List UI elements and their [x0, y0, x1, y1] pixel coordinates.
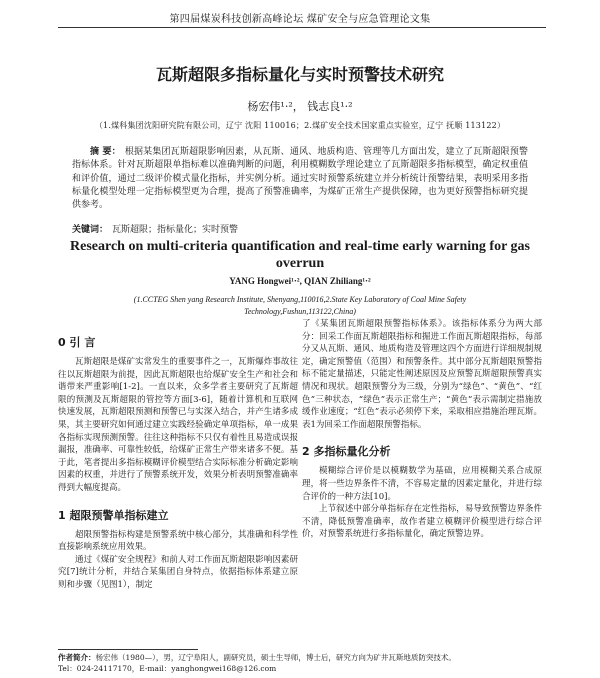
- left-column: [58, 330, 298, 592]
- section-1-paragraph-2: 通过《煤矿安全规程》和前人对工作面瓦斯超限影响因素研究[7]统计分析，并结合某集团自身特点，依据指标体系建立原则和步骤（见图1），制定: [58, 554, 298, 590]
- cn-abstract-label: 摘 要：: [90, 147, 121, 157]
- section-1-paragraph-1: 超限预警指标构建是预警系统中核心部分，其准确和科学性直接影响系统应用效果。: [58, 529, 298, 553]
- cn-keywords-label: 关键词：: [72, 225, 109, 235]
- cn-authors: 杨宏伟¹·²， 钱志良¹·²: [247, 100, 353, 113]
- footnote-contact: Tel：024-24117170，E-mail：yanghongwei168@126.com: [58, 664, 277, 673]
- section-2-paragraph-2: 上节叙述中部分单指标存在定性指标，易导致预警边界条件不清，降低预警准确率，故作者建立模糊评价模型进行综合评价，对预警系统进行多指标量化，确定预警边界。: [302, 504, 542, 540]
- cn-title: 瓦斯超限多指标量化与实时预警技术研究: [155, 65, 444, 84]
- en-title: Research on multi-criteria quantification and real-time early warning for gas overrun: [70, 239, 530, 271]
- footnote-rule: [58, 649, 198, 650]
- intro-heading: 0 引 言: [58, 336, 96, 349]
- right-paragraph-1: 了《某集团瓦斯超限预警指标体系》。该指标体系分为两大部分：回采工作面瓦斯超限指标和掘进工作面瓦斯超限指标，每部分又从瓦斯、通风、地质构造及管理这四个方面进行详细规制规定，确定预警值（范围）和预警条件。其中部分瓦斯超限预警指标不能定量描述，只能定性阐述原因及应预警瓦斯超限预警真实情况和现状。超限预警分为三级，分别为“绿色”、“黄色”、“红色”三种状态，“绿色”表示正常生产；“黄色”表示需制定措施放缓作业速度；“红色”表示必须停下来，采取相应措施治理瓦斯。表1为回采工作面超限预警指标。: [302, 319, 542, 430]
- intro-paragraph: 瓦斯超限是煤矿实常发生的重要事件之一，瓦斯爆炸事故往往以瓦斯超限为前提，因此瓦斯超限也给煤矿安全生产和社会和谐带来严重影响[1-2]。一直以来，众多学者主要研究了瓦斯超限的预测及瓦斯超限的管控等方面[3-6]，随着计算机和互联网快速发展，瓦斯超限预测和预警已与实深入结合，并产生诸多成果，其主要研究如何通过建立实践经验确定单项指标，单一成果各指标实现预测预警。往往这种指标不只仅有着性且易造成误报漏报，准确率、可靠性较低，给煤矿正常生产带来诸多不便。基于此，笔者提出多指标模糊评价模型结合实际标准分析确定影响因素的权重，并进行了预警系统开发，效果分析表明预警准确率得到大幅度提高。: [58, 357, 298, 493]
- cn-keywords: [72, 222, 528, 235]
- section-1-heading: 1 超限预警单指标建立: [58, 508, 169, 522]
- footnote-label: 作者简介：: [58, 653, 96, 662]
- section-2-heading: 2 多指标量化分析: [302, 445, 391, 459]
- footnote-text: 杨宏伟（1980—），男，辽宁阜阳人，副研究员，硕士生导师，博士后，研究方向为矿井瓦斯地质防突技术。: [95, 653, 456, 662]
- header-rule: [58, 27, 546, 28]
- running-header: 第四届煤炭科技创新高峰论坛 煤矿安全与应急管理论文集: [169, 14, 431, 25]
- en-affiliation: (1.CCTEG Shen yang Research Institute, Shenyang,110016,2.State Key Laboratory of Coal Mine Safety Technology,Fushun,113122,China): [133, 295, 467, 316]
- author-footnote: [58, 652, 548, 674]
- cn-abstract: [72, 146, 528, 212]
- right-column: [302, 318, 542, 541]
- cn-keywords-text: 瓦斯超限；指标量化；实时预警: [112, 225, 239, 235]
- en-authors: YANG Hongwei¹·², QIAN Zhiliang¹·²: [229, 276, 371, 286]
- cn-abstract-text: 根据某集团瓦斯超限影响因素，从瓦斯、通风、地质构造、管理等几方面出发，建立了瓦斯超限预警指标体系。针对瓦斯超限单指标难以准确判断的问题，利用模糊数学理论建立了瓦斯超限多指标模型，确定权重值和评价值，通过二级评价模式量化指标，并实例分析。通过实时预警系统建立并分析统计预警结果，表明采用多指标量化模型处理一定指标模型更为合理，提高了预警准确率，为煤矿正常生产提供保障，也为更好预警指标研究提供参考。: [72, 147, 528, 211]
- section-2-paragraph-1: 模糊综合评价是以模糊数学为基础，应用模糊关系合成原理，将一些边界条件不清，不容易定量的因素定量化，并进行综合评价的一种方法[10]。: [302, 466, 542, 502]
- cn-affiliation: （1.煤科集团沈阳研究院有限公司，辽宁 沈阳 110016；2.煤矿安全技术国家重点实验室，辽宁 抚顺 113122）: [94, 121, 506, 130]
